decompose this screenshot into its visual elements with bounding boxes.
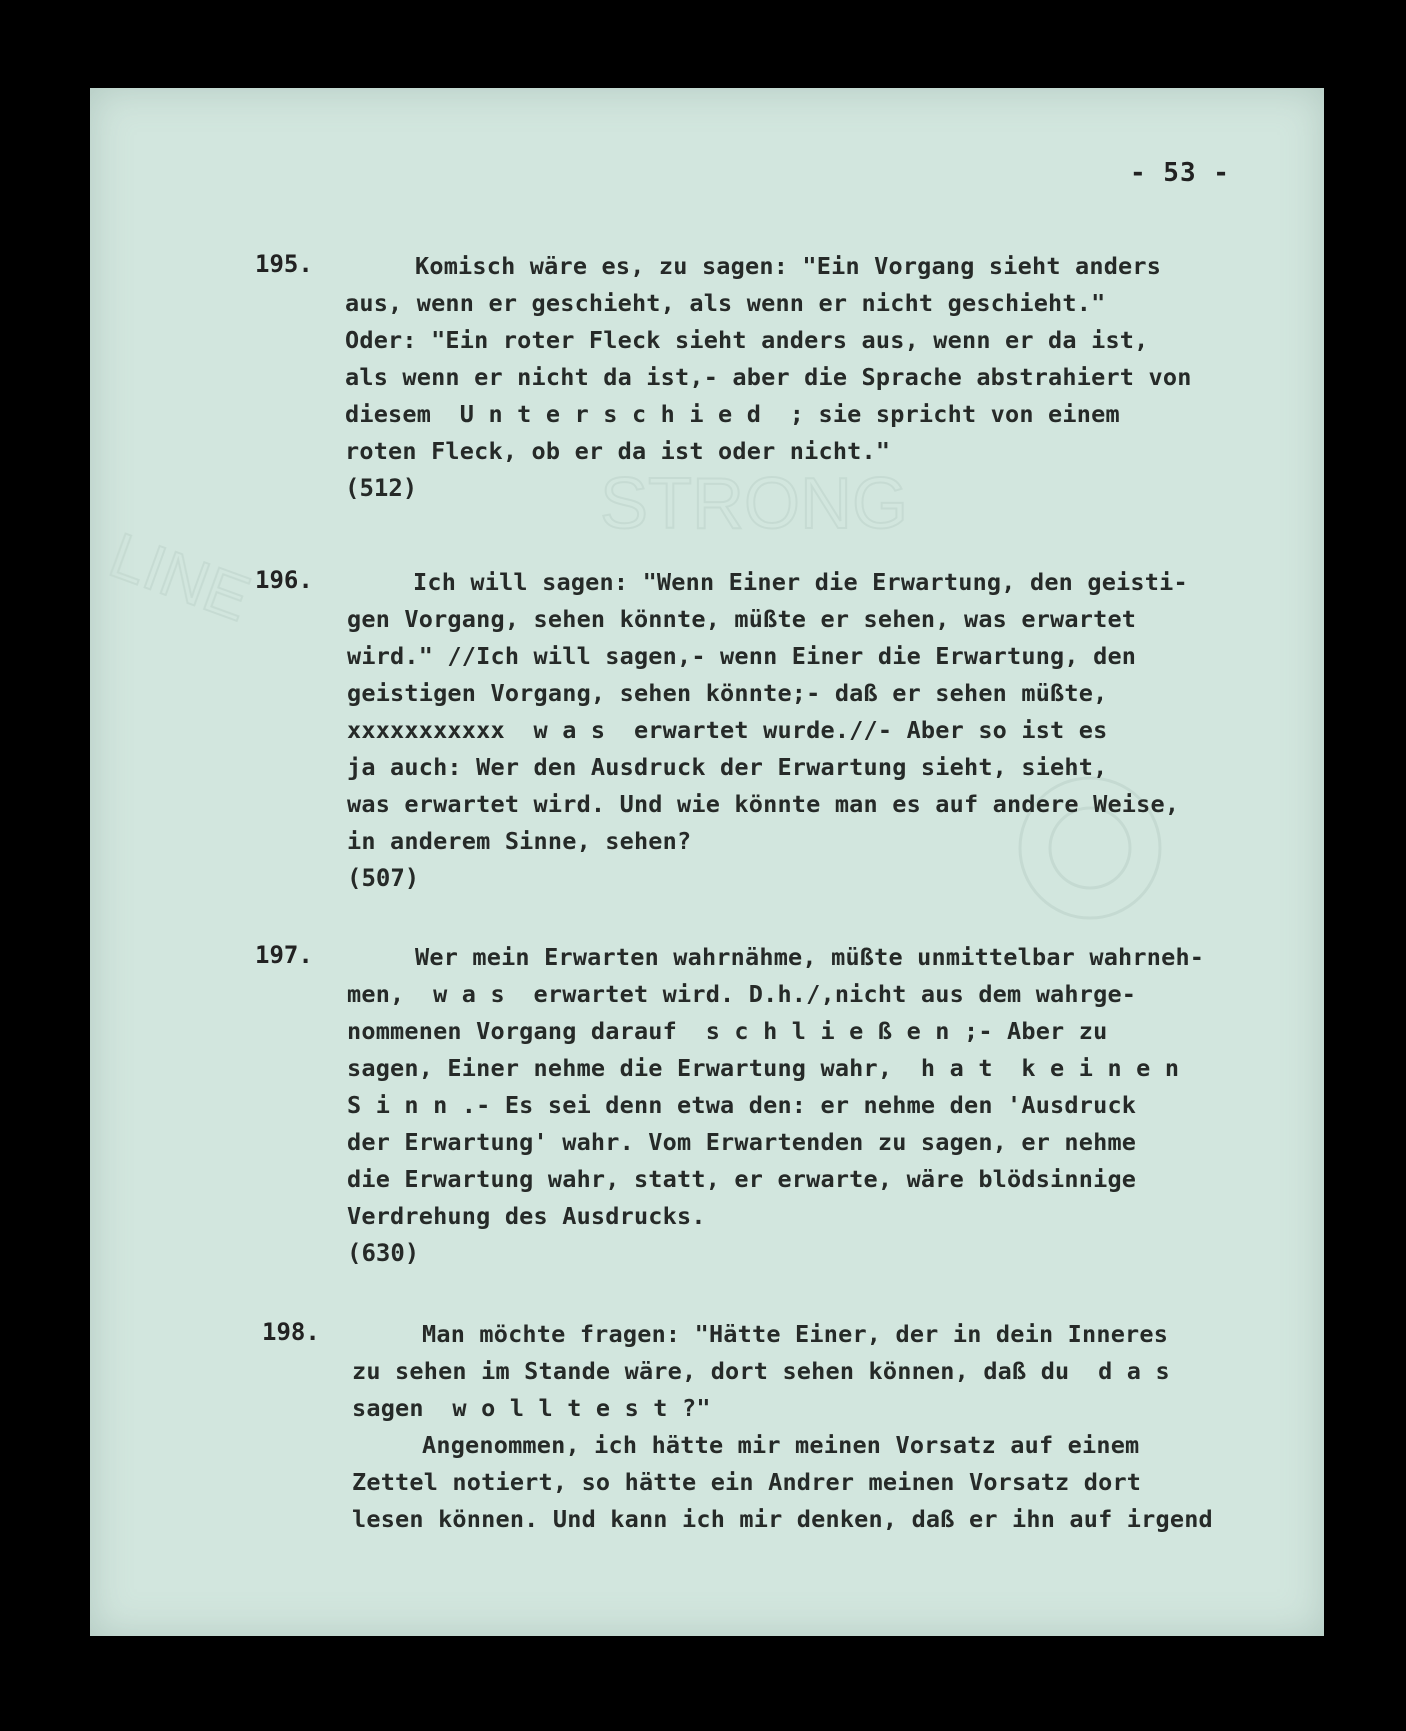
text-line: als wenn er nicht da ist,- aber die Sprache abstrahiert von <box>345 363 1192 391</box>
reference-number: (507) <box>347 864 420 892</box>
text-line: was erwartet wird. Und wie könnte man es auf andere Weise, <box>347 790 1180 818</box>
text-line: Wer mein Erwarten wahrnähme, müßte unmittelbar wahrneh- <box>415 943 1205 971</box>
text-line: sagen, Einer nehme die Erwartung wahr, h a t k e i n e n <box>347 1054 1180 1082</box>
entry-number: 198. <box>262 1318 320 1346</box>
text-line: sagen w o l l t e s t ?" <box>352 1394 711 1422</box>
text-line: diesem U n t e r s c h i e d ; sie spricht von einem <box>345 400 1120 428</box>
reference-number: (512) <box>345 474 418 502</box>
svg-text:STRONG: STRONG <box>600 464 909 544</box>
text-line: aus, wenn er geschieht, als wenn er nicht geschieht." <box>345 289 1106 317</box>
text-line: in anderem Sinne, sehen? <box>347 827 692 855</box>
text-line: gen Vorgang, sehen könnte, müßte er sehen, was erwartet <box>347 605 1137 633</box>
page-number: - 53 - <box>1130 158 1230 188</box>
svg-text:LINE: LINE <box>100 518 260 635</box>
text-line: die Erwartung wahr, statt, er erwarte, wäre blödsinnige <box>347 1165 1137 1193</box>
text-line: wird." //Ich will sagen,- wenn Einer die Erwartung, den <box>347 642 1137 670</box>
entry-number: 195. <box>255 250 313 278</box>
text-line: ja auch: Wer den Ausdruck der Erwartung sieht, sieht, <box>347 753 1108 781</box>
text-line: Zettel notiert, so hätte ein Andrer meinen Vorsatz dort <box>352 1468 1142 1496</box>
text-line: nommenen Vorgang darauf s c h l i e ß e n ;- Aber zu <box>347 1017 1108 1045</box>
text-line: geistigen Vorgang, sehen könnte;- daß er sehen müßte, <box>347 679 1108 707</box>
entry-number: 196. <box>255 566 313 594</box>
text-line: lesen können. Und kann ich mir denken, daß er ihn auf irgend <box>352 1505 1213 1533</box>
text-line: Komisch wäre es, zu sagen: "Ein Vorgang sieht anders <box>415 252 1162 280</box>
text-line: roten Fleck, ob er da ist oder nicht." <box>345 437 891 465</box>
text-line: Ich will sagen: "Wenn Einer die Erwartung, den geisti- <box>413 568 1188 596</box>
document-page <box>90 88 1324 1636</box>
reference-number: (630) <box>347 1239 420 1267</box>
entry-number: 197. <box>255 941 313 969</box>
text-line: S i n n .- Es sei denn etwa den: er nehme den 'Ausdruck <box>347 1091 1137 1119</box>
text-line: Man möchte fragen: "Hätte Einer, der in dein Inneres <box>422 1320 1169 1348</box>
text-line: men, w a s erwartet wird. D.h./,nicht aus dem wahrge- <box>347 980 1137 1008</box>
text-line: Verdrehung des Ausdrucks. <box>347 1202 706 1230</box>
text-line: der Erwartung' wahr. Vom Erwartenden zu sagen, er nehme <box>347 1128 1137 1156</box>
text-line: zu sehen im Stande wäre, dort sehen können, daß du d a s <box>352 1357 1170 1385</box>
text-line: Angenommen, ich hätte mir meinen Vorsatz auf einem <box>422 1431 1140 1459</box>
text-line: Oder: "Ein roter Fleck sieht anders aus, wenn er da ist, <box>345 326 1149 354</box>
text-line: xxxxxxxxxxx w a s erwartet wurde.//- Aber so ist es <box>347 716 1108 744</box>
